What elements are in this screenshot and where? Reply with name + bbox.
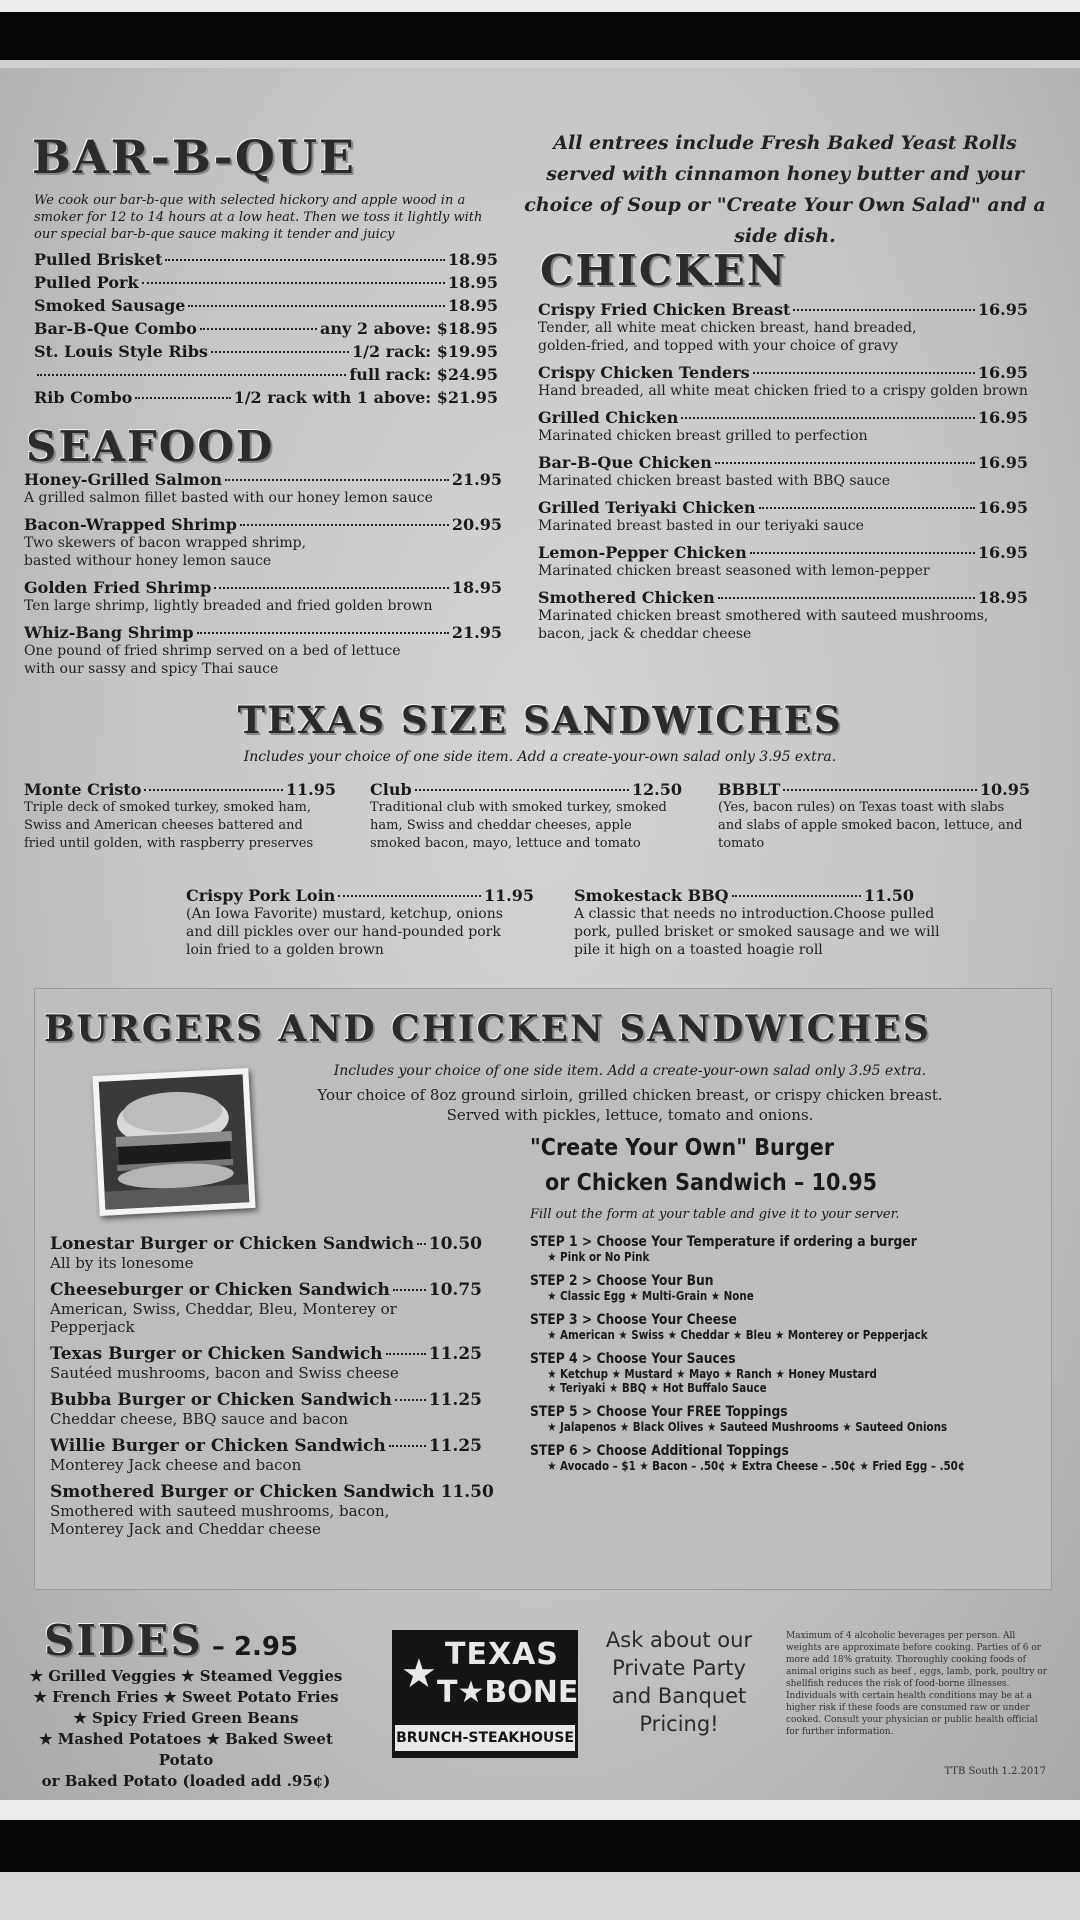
item-price: 10.75	[428, 1280, 482, 1300]
leader-dots	[389, 1445, 426, 1447]
item-desc: Marinated chicken breast seasoned with lemon-pepper	[538, 563, 930, 579]
leader-dots	[759, 507, 975, 509]
item-desc: Tender, all white meat chicken breast, hand breaded, golden-fried, and topped with your choice of gravy	[538, 320, 917, 354]
item-price: 18.95	[977, 588, 1028, 607]
step-item	[530, 1404, 1040, 1434]
item-desc: Marinated chicken breast basted with BBQ sauce	[538, 473, 891, 489]
leader-dots	[144, 789, 282, 791]
leader-dots	[386, 1353, 426, 1355]
bottom-black-bar	[0, 1820, 1080, 1872]
item-desc: A classic that needs no introduction.Choose pulled pork, pulled brisket or smoked sausage and we will pile it high on a toasted hoagie roll	[574, 906, 940, 958]
item-price: 12.50	[631, 780, 682, 799]
item-name: BBBLT	[718, 780, 781, 799]
seafood-list	[24, 470, 502, 686]
logo-line-3: BRUNCH-STEAKHOUSE	[395, 1725, 575, 1751]
item-price: 20.95	[451, 515, 502, 534]
item-desc: (Yes, bacon rules) on Texas toast with slabs and slabs of apple smoked bacon, lettuce, and tomato	[718, 800, 1023, 851]
item-price: 18.95	[451, 578, 502, 597]
item-price: 16.95	[977, 363, 1028, 382]
leader-dots	[783, 789, 976, 791]
step-item	[530, 1351, 1040, 1395]
step-options: ★ Teriyaki ★ BBQ ★ Hot Buffalo Sauce	[547, 1381, 767, 1395]
list-item	[34, 296, 498, 319]
item-name: Crispy Pork Loin	[186, 886, 336, 905]
item-name: Club	[370, 780, 412, 799]
list-item	[34, 388, 498, 411]
list-item	[50, 1390, 482, 1428]
item-name: Lonestar Burger or Chicken Sandwich	[50, 1234, 415, 1254]
cyo-title-2: or Chicken Sandwich – 10.95	[545, 1170, 878, 1196]
sides-list	[10, 1666, 362, 1792]
item-price: 11.95	[285, 780, 336, 799]
item-price: 11.25	[428, 1390, 482, 1410]
step-label: STEP 5 > Choose Your FREE Toppings	[530, 1404, 788, 1420]
step-options: ★ Classic Egg ★ Multi-Grain ★ None	[547, 1289, 754, 1303]
leader-dots	[753, 372, 975, 374]
step-item	[530, 1273, 1040, 1303]
item-name: Bar-B-Que Chicken	[538, 453, 712, 472]
item-name: Smokestack BBQ	[574, 886, 729, 905]
leader-dots	[750, 552, 975, 554]
item-name: Crispy Fried Chicken Breast	[538, 300, 791, 319]
leader-dots	[417, 1243, 426, 1245]
list-item	[50, 1436, 482, 1474]
leader-dots	[793, 309, 975, 311]
item-name: Golden Fried Shrimp	[24, 578, 212, 597]
item-price: 21.95	[451, 470, 502, 489]
item-name: Rib Combo	[34, 388, 133, 407]
sandwiches-note: Includes your choice of one side item. Add a create-your-own salad only 3.95 extra.	[243, 749, 837, 765]
list-item	[538, 543, 1028, 580]
list-item	[538, 300, 1028, 355]
list-item	[538, 498, 1028, 535]
bottom-strip	[0, 1872, 1080, 1920]
private-party-line: Pricing!	[639, 1712, 719, 1736]
sides-line: ★ Grilled Veggies ★ Steamed Veggies	[29, 1667, 343, 1685]
step-options: ★ Pink or No Pink	[547, 1250, 650, 1264]
item-price: 18.95	[447, 250, 498, 269]
cyo-steps	[530, 1234, 1040, 1482]
sandwich-smokestack	[574, 886, 940, 959]
footer-code: TTB South 1.2.2017	[944, 1766, 1046, 1777]
item-desc: Sautéed mushrooms, bacon and Swiss cheese	[50, 1364, 399, 1382]
disclaimer: Maximum of 4 alcoholic beverages per person. All weights are approximate before cooking. Parties of 6 or more add 18% gratuity. Thoroughly cooking foods of animal origins such as beef , eggs, lamb, pork, poultry or shellfish reduces the risk of food-borne illnesses. Individuals with certain health conditions may be at a higher risk if these foods are consumed raw or under cooked. Consult your physician or public health official for further information.	[786, 1631, 1048, 1737]
item-desc: Marinated chicken breast grilled to perfection	[538, 428, 868, 444]
leader-dots	[165, 259, 444, 261]
bbq-intro: We cook our bar-b-que with selected hickory and apple wood in a smoker for 12 to 14 hours at a low heat. Then we toss it lightly with our special bar-b-que sauce making it tender and juicy	[34, 193, 483, 242]
item-desc: American, Swiss, Cheddar, Bleu, Monterey or Pepperjack	[50, 1300, 397, 1336]
item-price: 10.50	[428, 1234, 482, 1254]
top-status-bar	[0, 0, 1080, 12]
item-name: Willie Burger or Chicken Sandwich	[50, 1436, 386, 1456]
leader-dots	[393, 1289, 426, 1291]
item-price: 11.95	[483, 886, 534, 905]
sandwich-club	[370, 780, 682, 853]
item-price: 21.95	[451, 623, 502, 642]
leader-dots	[338, 895, 481, 897]
burgers-list	[50, 1234, 494, 1546]
item-price: 16.95	[977, 300, 1028, 319]
item-name: Smothered Burger or Chicken Sandwich	[50, 1482, 435, 1502]
sides-line: ★ French Fries ★ Sweet Potato Fries	[33, 1688, 339, 1706]
item-name: Honey-Grilled Salmon	[24, 470, 223, 489]
leader-dots	[37, 374, 346, 376]
item-name: Monte Cristo	[24, 780, 142, 799]
texas-tbone-logo	[392, 1630, 578, 1758]
item-price: any 2 above: $18.95	[320, 319, 498, 338]
burger-image	[92, 1068, 255, 1216]
leader-dots	[142, 282, 445, 284]
step-label: STEP 4 > Choose Your Sauces	[530, 1351, 736, 1367]
item-price: 1/2 rack with 1 above: $21.95	[233, 388, 498, 407]
step-label: STEP 6 > Choose Additional Toppings	[530, 1443, 789, 1459]
item-price: 18.95	[447, 296, 498, 315]
item-desc: Marinated chicken breast smothered with sauteed mushrooms, bacon, jack & cheddar cheese	[538, 608, 989, 642]
list-item	[538, 408, 1028, 445]
cyo-title-1: "Create Your Own" Burger	[530, 1135, 835, 1161]
seafood-title: SEAFOOD	[26, 422, 275, 471]
private-party	[584, 1626, 774, 1738]
item-name: Pulled Pork	[34, 273, 139, 292]
leader-dots	[715, 462, 975, 464]
burgers-choice-2: Served with pickles, lettuce, tomato and onions.	[446, 1106, 814, 1124]
item-desc: A grilled salmon fillet basted with our honey lemon sauce	[24, 490, 433, 506]
burgers-note: Includes your choice of one side item. Add a create-your-own salad only 3.95 extra.	[333, 1063, 927, 1079]
item-name: Smoked Sausage	[34, 296, 186, 315]
sides-heading	[44, 1616, 298, 1665]
leader-dots	[681, 417, 975, 419]
leader-dots	[732, 895, 861, 897]
item-desc: Two skewers of bacon wrapped shrimp, basted withour honey lemon sauce	[24, 535, 307, 569]
list-item	[24, 578, 502, 615]
item-desc: All by its lonesome	[50, 1254, 194, 1272]
top-black-bar	[0, 12, 1080, 66]
burgers-choice-1: Your choice of 8oz ground sirloin, grilled chicken breast, or crispy chicken breast.	[317, 1086, 943, 1104]
cyo-note: Fill out the form at your table and give it to your server.	[530, 1207, 900, 1222]
step-options: ★ Avocado – $1 ★ Bacon – .50¢ ★ Extra Cheese – .50¢ ★ Fried Egg – .50¢	[547, 1459, 966, 1473]
entrees-note: All entrees include Fresh Baked Yeast Rolls served with cinnamon honey butter and your choice of Soup or "Create Your Own Salad" and a side dish.	[524, 132, 1046, 247]
item-desc: Traditional club with smoked turkey, smoked ham, Swiss and cheddar cheeses, apple smoked bacon, mayo, lettuce and tomato	[370, 800, 667, 851]
sandwich-bbblt	[718, 780, 1030, 853]
sides-line: ★ Spicy Fried Green Beans	[73, 1709, 299, 1727]
leader-dots	[718, 597, 975, 599]
item-name: Lemon-Pepper Chicken	[538, 543, 747, 562]
step-options: ★ Jalapenos ★ Black Olives ★ Sauteed Mushrooms ★ Sauteed Onions	[547, 1420, 948, 1434]
leader-dots	[225, 479, 449, 481]
item-price: 16.95	[977, 453, 1028, 472]
list-item	[24, 515, 502, 570]
sandwiches-title: TEXAS SIZE SANDWICHES	[237, 698, 843, 742]
list-item	[24, 470, 502, 507]
list-item	[34, 273, 498, 296]
list-item	[50, 1344, 482, 1382]
item-price: 16.95	[977, 543, 1028, 562]
item-price: 10.95	[979, 780, 1030, 799]
item-desc: Hand breaded, all white meat chicken fried to a crispy golden brown	[538, 383, 1028, 399]
item-desc: Monterey Jack cheese and bacon	[50, 1456, 302, 1474]
leader-dots	[135, 397, 230, 399]
sandwich-monte-cristo	[24, 780, 336, 853]
private-party-line: Private Party	[612, 1656, 746, 1680]
item-desc: Ten large shrimp, lightly breaded and fried golden brown	[24, 598, 433, 614]
item-name: St. Louis Style Ribs	[34, 342, 208, 361]
leader-dots	[197, 632, 449, 634]
item-name: Texas Burger or Chicken Sandwich	[50, 1344, 383, 1364]
step-label: STEP 3 > Choose Your Cheese	[530, 1312, 737, 1328]
list-item	[538, 588, 1028, 643]
item-name: Crispy Chicken Tenders	[538, 363, 750, 382]
step-options: ★ Ketchup ★ Mustard ★ Mayo ★ Ranch ★ Honey Mustard	[547, 1367, 877, 1381]
burgers-title: BURGERS AND CHICKEN SANDWICHES	[44, 1008, 931, 1050]
logo-star-icon: ★	[401, 1651, 437, 1697]
list-item	[34, 342, 498, 365]
list-item	[34, 365, 498, 388]
step-item	[530, 1443, 1040, 1473]
list-item	[34, 319, 498, 342]
item-name: Bar-B-Que Combo	[34, 319, 197, 338]
step-label: STEP 2 > Choose Your Bun	[530, 1273, 714, 1289]
list-item	[538, 363, 1028, 400]
sides-line: or Baked Potato (loaded add .95¢)	[41, 1772, 331, 1790]
chicken-list	[538, 300, 1028, 651]
item-price: 11.50	[863, 886, 914, 905]
item-name: Pulled Brisket	[34, 250, 163, 269]
item-desc: Triple deck of smoked turkey, smoked ham, Swiss and American cheeses battered and fried until golden, with raspberry preserves	[24, 800, 314, 851]
sides-title: SIDES	[44, 1616, 203, 1665]
item-desc: Smothered with sauteed mushrooms, bacon, Monterey Jack and Cheddar cheese	[50, 1502, 390, 1538]
item-name: Cheeseburger or Chicken Sandwich	[50, 1280, 390, 1300]
list-item	[24, 623, 502, 678]
bbq-title: BAR-B-QUE	[32, 130, 356, 184]
item-price: 16.95	[977, 408, 1028, 427]
item-desc: One pound of fried shrimp served on a bed of lettuce with our sassy and spicy Thai sauce	[24, 643, 401, 677]
bbq-list	[34, 250, 498, 411]
list-item	[538, 453, 1028, 490]
item-price: full rack: $24.95	[349, 365, 498, 384]
step-options: ★ American ★ Swiss ★ Cheddar ★ Bleu ★ Monterey or Pepperjack	[547, 1328, 928, 1342]
item-price: 18.95	[447, 273, 498, 292]
burger-photo	[92, 1068, 255, 1216]
sandwich-pork-loin	[186, 886, 534, 959]
item-price: 11.25	[428, 1436, 482, 1456]
list-item	[50, 1280, 482, 1336]
item-price: 1/2 rack: $19.95	[351, 342, 498, 361]
item-name: Grilled Teriyaki Chicken	[538, 498, 756, 517]
item-desc: (An Iowa Favorite) mustard, ketchup, onions and dill pickles over our hand-pounded pork loin fried to a golden brown	[186, 906, 503, 958]
logo-line-1: TEXAS	[445, 1637, 559, 1672]
leader-dots	[415, 789, 629, 791]
chicken-title: CHICKEN	[540, 246, 788, 295]
item-name: Bubba Burger or Chicken Sandwich	[50, 1390, 392, 1410]
item-desc: Cheddar cheese, BBQ sauce and bacon	[50, 1410, 349, 1428]
item-name: Whiz-Bang Shrimp	[24, 623, 194, 642]
sides-line: ★ Mashed Potatoes ★ Baked Sweet Potato	[39, 1730, 333, 1769]
step-item	[530, 1234, 1040, 1264]
list-item	[50, 1234, 482, 1272]
private-party-line: Ask about our	[605, 1628, 753, 1652]
leader-dots	[211, 351, 349, 353]
item-price: 11.50	[440, 1482, 494, 1502]
list-item	[50, 1482, 494, 1538]
step-label: STEP 1 > Choose Your Temperature if ordering a burger	[530, 1234, 917, 1250]
leader-dots	[214, 587, 449, 589]
item-name: Bacon-Wrapped Shrimp	[24, 515, 237, 534]
sides-price: – 2.95	[211, 1632, 299, 1662]
logo-line-2: T★BONE	[437, 1675, 579, 1710]
item-price: 11.25	[428, 1344, 482, 1364]
private-party-line: and Banquet	[611, 1684, 747, 1708]
leader-dots	[200, 328, 317, 330]
item-desc: Marinated breast basted in our teriyaki sauce	[538, 518, 864, 534]
leader-dots	[395, 1399, 426, 1401]
leader-dots	[240, 524, 449, 526]
item-name: Grilled Chicken	[538, 408, 679, 427]
list-item	[34, 250, 498, 273]
step-item	[530, 1312, 1040, 1342]
item-name: Smothered Chicken	[538, 588, 715, 607]
item-price: 16.95	[977, 498, 1028, 517]
leader-dots	[188, 305, 444, 307]
